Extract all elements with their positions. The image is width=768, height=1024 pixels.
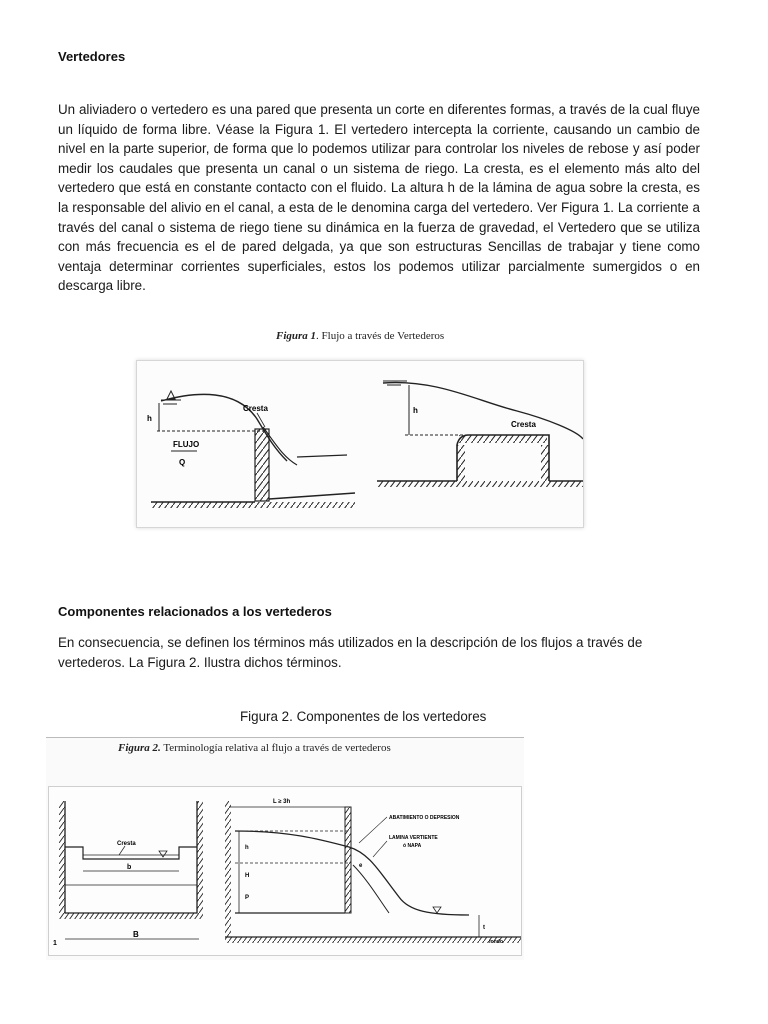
fig2-h: h	[245, 845, 249, 851]
broad-crest	[459, 435, 547, 443]
fig1-h-left: h	[147, 414, 152, 423]
fig2-P: P	[245, 895, 250, 901]
fig2-H: H	[245, 873, 250, 879]
fig2-cresta: Cresta	[117, 841, 136, 847]
fig1-cresta-right: Cresta	[511, 420, 536, 429]
components-paragraph: En consecuencia, se definen los términos más utilizados en la descripción de los flujos a través de vertederos. La Figura 2. Ilustra dichos términos.	[58, 635, 643, 670]
figure2-caption-label: Figura 2.	[118, 742, 161, 754]
fig2-one: 1	[53, 940, 57, 947]
fig2-L: L ≥ 3h	[273, 799, 291, 805]
nappe-profile	[235, 831, 469, 915]
fig2-b: b	[127, 864, 132, 871]
figure2-caption-text: Terminología relativa al flujo a través de vertederos	[160, 742, 391, 754]
fig1-q: Q	[179, 458, 186, 467]
figure1-svg	[137, 361, 583, 527]
fig2-B: B	[133, 930, 139, 939]
figure1-caption	[276, 330, 444, 342]
left-weir-wall	[255, 429, 269, 501]
fig1-flujo: FLUJO	[173, 440, 200, 449]
figure1-caption-label: Figura 1	[276, 330, 317, 342]
page-title: Vertedores	[58, 49, 126, 64]
fig2-abatimiento: ABATIMIENTO O DEPRESION	[389, 815, 460, 821]
thin-plate-weir	[345, 807, 351, 913]
figure2-label: Figura 2. Componentes de los vertedores	[240, 709, 487, 724]
fig2-napa: ó NAPA	[403, 843, 422, 849]
section-notch	[65, 847, 197, 859]
figure2-svg	[49, 787, 521, 955]
figure2-caption	[118, 742, 391, 754]
figure2-diagram	[48, 786, 522, 956]
fig2-t: t	[483, 925, 485, 931]
fig1-cresta-left: Cresta	[243, 404, 268, 413]
figure2-box	[46, 737, 524, 960]
fig2-lamina: LAMINA VERTIENTE	[389, 835, 438, 841]
intro-paragraph: Un aliviadero o vertedero es una pared que presenta un corte en diferentes formas, a través de la cual fluye un líquido de forma libre. Véase la Figura 1. El vertedero intercepta la corriente, causando un cambio de nivel en la parte superior, de forma que lo podemos utilizar para controlar los niveles de rebose y así poder medir los caudales que presenta un canal o un sistema de riego. La cresta, es el elemento más alto del vertedero que está en constante contacto con el fluido. La altura h de la lámina de agua sobre la cresta, es la responsable del alivio en el canal, a esta de le denomina carga del vertedero. Ver Figura 1. La corriente a través del canal o sistema de riego tiene su dinámica en la fuerza de gravedad, el Vertedero que se utiliza con más frecuencia es el de pared delgada, ya que son estructuras Sencillas de trabajar y tiene como ventaja determinar corrientes superficiales, estos los podemos utilizar parcialmente sumergidos o en descarga libre.	[58, 102, 700, 294]
figure1-diagram	[136, 360, 584, 528]
fig1-h-right: h	[413, 406, 418, 415]
fig2-e: e	[359, 863, 363, 869]
section-title-components: Componentes relacionados a los vertederos	[58, 604, 332, 619]
figure1-caption-text: . Flujo a través de Vertederos	[316, 330, 445, 342]
